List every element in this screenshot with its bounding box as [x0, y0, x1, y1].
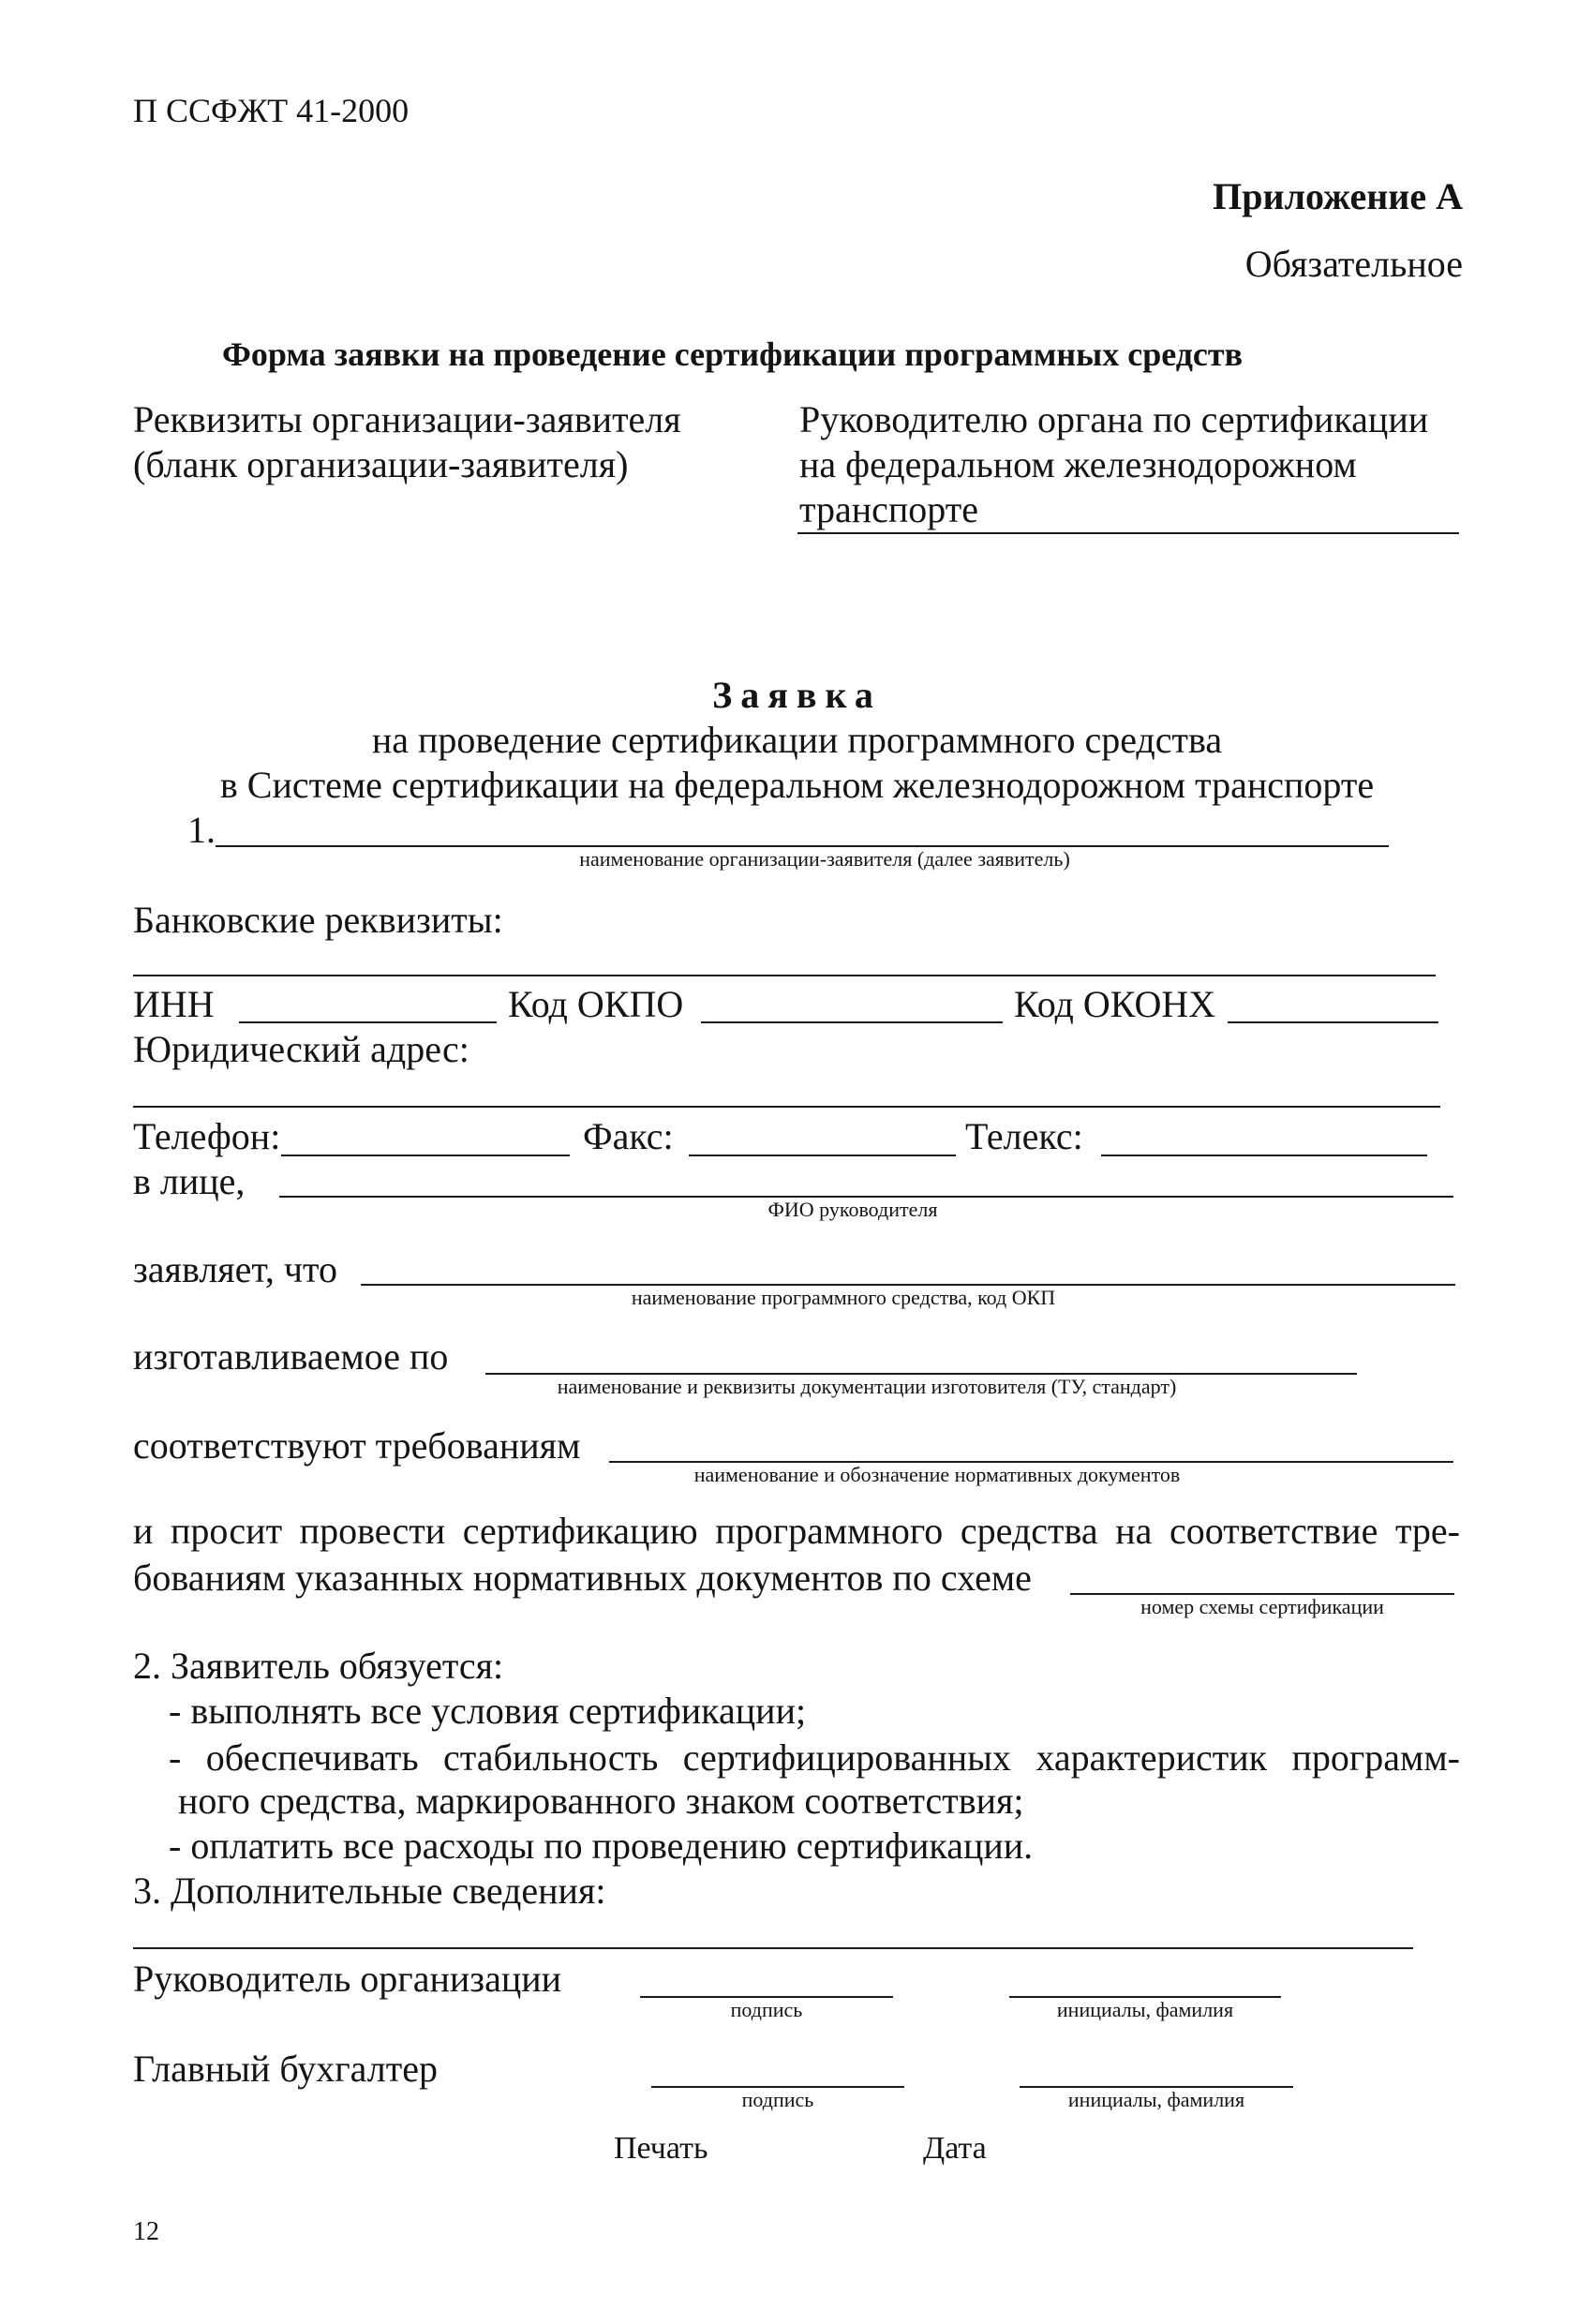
addressee-line1: Руководителю органа по сертификации: [799, 398, 1429, 440]
requisites-left-line1: Реквизиты организации-заявителя: [133, 398, 681, 440]
application-subtitle2: в Системе сертификации на федеральном железнодорожном транспорте: [219, 764, 1375, 806]
additional-info-label: 3. Дополнительные сведения:: [133, 1870, 606, 1912]
head-initials-caption: инициалы, фамилия: [1056, 1998, 1234, 2021]
declares-label: заявляет, что: [133, 1248, 337, 1290]
obligation-item2-line2: ного средства, маркированного знаком соответствия;: [178, 1780, 1024, 1822]
application-title: Заявка: [712, 674, 882, 716]
additional-info-field[interactable]: [133, 1947, 1413, 1949]
obligation-item3: - оплатить все расходы по проведению сертификации.: [169, 1825, 1034, 1867]
phone-label: Телефон:: [133, 1115, 281, 1157]
request-line1: и просит провести сертификацию программного средства на соответствие тре-: [133, 1510, 1460, 1552]
date-label: Дата: [923, 2131, 987, 2166]
document-code: П ССФЖТ 41-2000: [133, 92, 410, 129]
accountant-signature-caption: подпись: [741, 2088, 814, 2111]
software-caption: наименование программного средства, код ОКП: [631, 1286, 1056, 1309]
obligation-item2-line1: - обеспечивать стабильность сертифицированных характеристик программ-: [169, 1736, 1460, 1779]
telex-label: Телекс:: [965, 1115, 1083, 1157]
obligation-item1: - выполнять все условия сертификации;: [169, 1690, 807, 1732]
legal-address-label: Юридический адрес:: [133, 1028, 469, 1070]
scheme-caption: номер схемы сертификации: [1140, 1595, 1384, 1618]
fax-field[interactable]: [689, 1155, 956, 1156]
accountant-initials-caption: инициалы, фамилия: [1067, 2088, 1245, 2111]
obligations-heading: 2. Заявитель обязуется:: [133, 1645, 504, 1687]
appendix-label: Приложение А: [1213, 175, 1463, 217]
manufactured-label: изготавливаемое по: [133, 1335, 449, 1378]
head-name-caption: ФИО руководителя: [767, 1198, 938, 1221]
okpo-label: Код ОКПО: [508, 983, 684, 1025]
okpo-field[interactable]: [701, 1021, 1003, 1023]
head-signature-caption: подпись: [730, 1998, 803, 2021]
head-signature-label: Руководитель организации: [133, 1958, 562, 2000]
telex-field[interactable]: [1101, 1155, 1427, 1156]
bank-details-label: Банковские реквизиты:: [133, 899, 503, 941]
addressee-line2: на федеральном железнодорожном: [799, 443, 1357, 485]
okonh-label: Код ОКОНХ: [1014, 983, 1216, 1025]
requisites-left-line2: (бланк организации-заявителя): [133, 443, 629, 485]
legal-address-field[interactable]: [133, 1106, 1440, 1108]
complies-label: соответствуют требованиям: [133, 1424, 581, 1467]
item1-number: 1.: [187, 809, 216, 851]
inn-label: ИНН: [133, 983, 215, 1025]
bank-details-field[interactable]: [133, 975, 1436, 976]
fax-label: Факс:: [583, 1115, 674, 1157]
request-line2: бованиям указанных нормативных документов по схеме: [133, 1557, 1032, 1599]
addressee-line3: транспорте: [799, 488, 978, 530]
manufacturer-docs-caption: наименование и реквизиты документации изготовителя (ТУ, стандарт): [557, 1375, 1177, 1398]
application-subtitle1: на проведение сертификации программного средства: [371, 719, 1223, 761]
inn-field[interactable]: [239, 1021, 497, 1023]
mandatory-label: Обязательное: [1244, 243, 1463, 285]
okonh-field[interactable]: [1228, 1021, 1438, 1023]
form-title: Форма заявки на проведение сертификации программных средств: [222, 335, 1244, 373]
in-person-label: в лице,: [133, 1160, 246, 1202]
normative-docs-caption: наименование и обозначение нормативных документов: [693, 1463, 1181, 1486]
page-number: 12: [133, 2217, 159, 2246]
stamp-label: Печать: [614, 2131, 708, 2166]
addressee-underline: [797, 532, 1459, 534]
org-name-caption: наименование организации-заявителя (далее заявитель): [579, 847, 1070, 871]
phone-field[interactable]: [281, 1155, 570, 1156]
accountant-signature-label: Главный бухгалтер: [133, 2048, 438, 2090]
